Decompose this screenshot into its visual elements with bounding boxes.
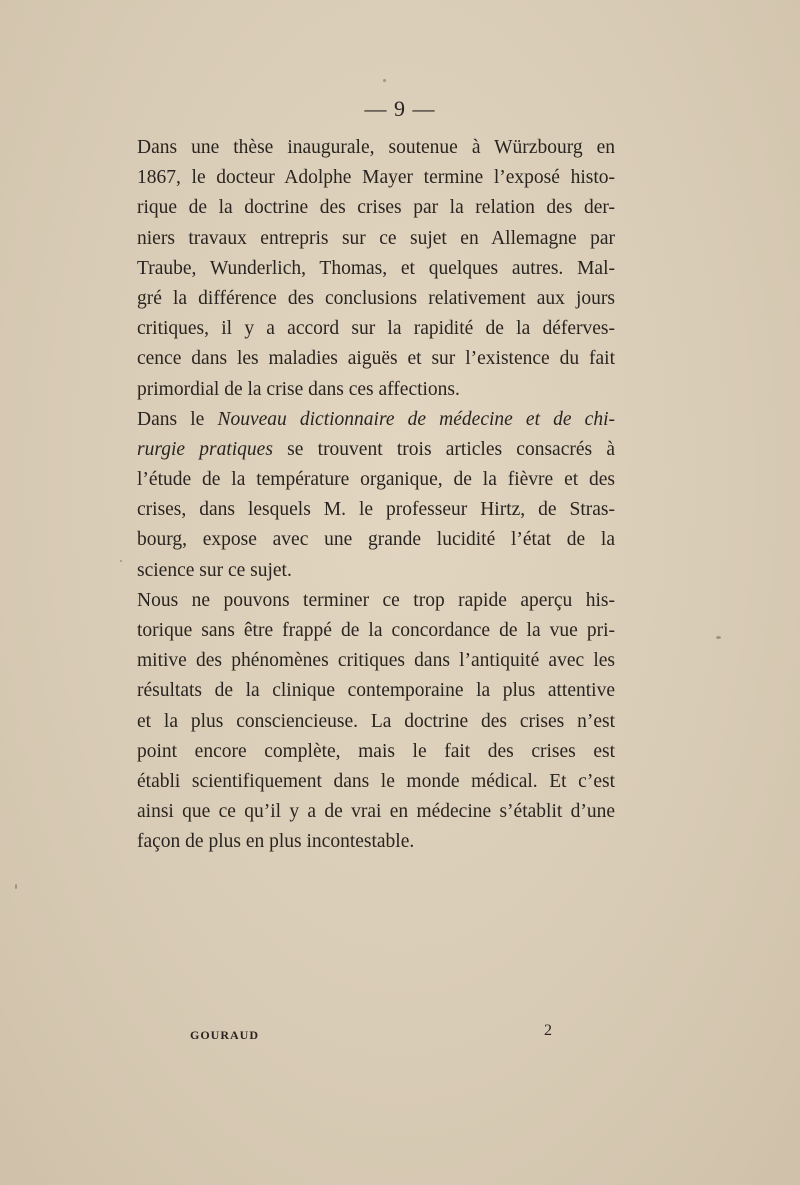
paragraph-1-line: 1867, le docteur Adolphe Mayer termine l’exposé histo- (137, 167, 615, 189)
paragraph-3-line: Nous ne pouvons terminer ce trop rapide aperçu his- (137, 589, 615, 611)
paragraph-3-line: établi scientifiquement dans le monde médical. Et c’est (137, 770, 615, 792)
italic-book-title: Nouveau dictionnaire de médecine et de chi- (217, 408, 616, 430)
paragraph-2-line: l’étude de la température organique, de la fièvre et des (137, 469, 615, 491)
paragraph-2-line: Dans le Nouveau dictionnaire de médecine et de chi- (137, 408, 616, 430)
paragraph-3-line: façon de plus en plus incontestable. (137, 831, 415, 853)
italic-book-title: rurgie pratiques (137, 438, 273, 460)
printer-signature: GOURAUD (190, 1028, 259, 1042)
paragraph-1-line: cence dans les maladies aiguës et sur l’existence du fait (137, 348, 615, 370)
paragraph-1-line: Traube, Wunderlich, Thomas, et quelques autres. Mal- (137, 257, 615, 279)
page-number: — 9 — (364, 96, 436, 121)
paper-speck (120, 560, 122, 562)
paragraph-2-line: rurgie pratiques se trouvent trois articles consacrés à (137, 438, 615, 460)
paragraph-2-line: science sur ce sujet. (137, 559, 292, 581)
paragraph-1-line: gré la différence des conclusions relativement aux jours (137, 287, 615, 309)
paragraph-3-line: point encore complète, mais le fait des crises est (137, 740, 615, 762)
paragraph-3-line: ainsi que ce qu’il y a de vrai en médecine s’établit d’une (137, 801, 615, 823)
paragraph-1-line: rique de la doctrine des crises par la relation des der- (137, 197, 615, 219)
paragraph-1-line: Dans une thèse inaugurale, soutenue à Würzbourg en (137, 137, 615, 158)
paragraph-3-line: résultats de la clinique contemporaine la plus attentive (137, 680, 615, 702)
body-text (137, 133, 615, 858)
paragraph-3-line: et la plus consciencieuse. La doctrine des crises n’est (137, 710, 615, 732)
paper-speck (15, 884, 17, 889)
paragraph-1-line: primordial de la crise dans ces affections. (137, 378, 460, 400)
paragraph-2-line: crises, dans lesquels M. le professeur Hirtz, de Stras- (137, 499, 615, 521)
paragraph-3-line: torique sans être frappé de la concordance de la vue pri- (137, 620, 615, 641)
paper-speck (716, 636, 721, 639)
sheet-number: 2 (544, 1022, 552, 1039)
paragraph-3-line: mitive des phénomènes critiques dans l’antiquité avec les (137, 650, 615, 672)
paragraph-1-line: niers travaux entrepris sur ce sujet en Allemagne par (137, 227, 615, 249)
paragraph-1-line: critiques, il y a accord sur la rapidité de la déferves- (137, 318, 615, 340)
paper-speck (383, 79, 386, 82)
paragraph-2-line: bourg, expose avec une grande lucidité l’état de la (137, 529, 615, 551)
